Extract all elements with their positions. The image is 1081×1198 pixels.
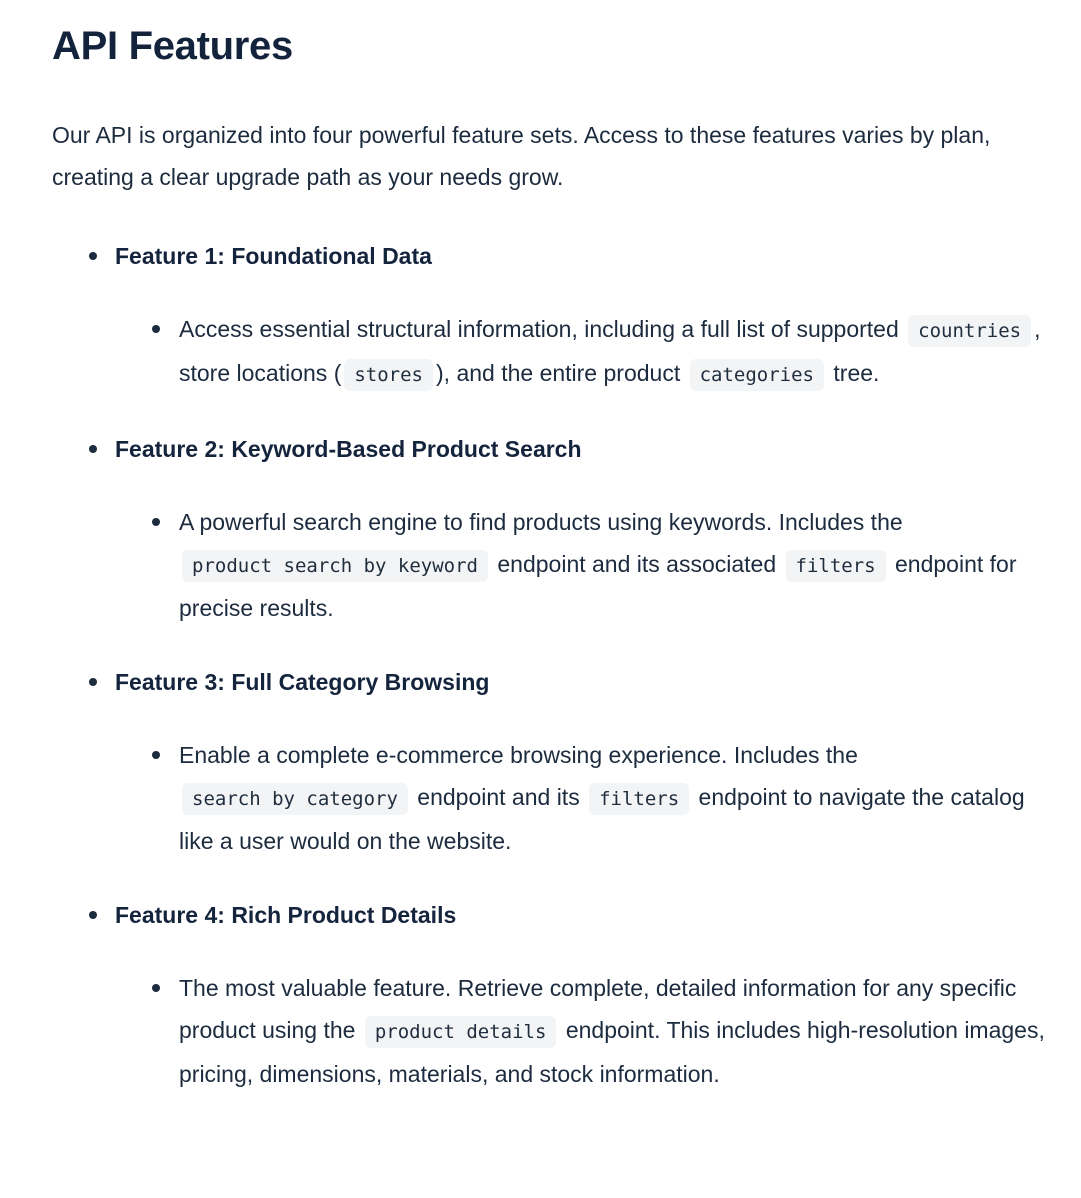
inline-code: stores: [344, 359, 433, 391]
inline-code: categories: [690, 359, 824, 391]
feature-description-text: Enable a complete e-commerce browsing experience. Includes the: [179, 742, 858, 768]
feature-description-text: endpoint and its: [410, 784, 587, 810]
feature-item-1: [52, 235, 1053, 396]
feature-detail-item: [115, 967, 1053, 1095]
feature-description-text: A powerful search engine to find products using keywords. Includes the: [179, 509, 903, 535]
feature-detail-item: [115, 734, 1053, 862]
bullet-icon: [152, 984, 160, 992]
bullet-icon: [152, 751, 160, 759]
feature-description-text: The most valuable feature. Retrieve complete, detailed information for any specific product using the: [179, 975, 1017, 1043]
feature-description-text: endpoint to navigate the catalog like a user would on the website.: [179, 784, 1025, 854]
feature-title: Feature 1: Foundational Data: [115, 243, 432, 269]
feature-title: Feature 2: Keyword-Based Product Search: [115, 436, 582, 462]
inline-code: search by category: [182, 783, 408, 815]
feature-description-text: , store locations (: [179, 316, 1041, 386]
intro-paragraph: Our API is organized into four powerful feature sets. Access to these features varies by plan, creating a clear upgrade path as your needs grow.: [52, 122, 991, 190]
inline-code: countries: [908, 315, 1031, 347]
feature-title: Feature 3: Full Category Browsing: [115, 669, 490, 695]
bullet-icon: [89, 911, 97, 919]
feature-description-text: endpoint for precise results.: [179, 551, 1017, 621]
bullet-icon: [89, 678, 97, 686]
feature-item-2: [52, 428, 1053, 629]
inline-code: product details: [365, 1016, 557, 1048]
inline-code: filters: [786, 550, 886, 582]
feature-item-4: [52, 894, 1053, 1095]
feature-description-text: Access essential structural information, including a full list of supported: [179, 316, 906, 342]
bullet-icon: [89, 445, 97, 453]
feature-detail-item: [115, 501, 1053, 629]
feature-item-3: [52, 661, 1053, 862]
inline-code: filters: [589, 783, 689, 815]
feature-detail-list: [115, 308, 1053, 396]
feature-detail-list: [115, 967, 1053, 1095]
bullet-icon: [152, 518, 160, 526]
feature-list: [52, 235, 1053, 1095]
feature-detail-list: [115, 501, 1053, 629]
bullet-icon: [152, 325, 160, 333]
feature-description-text: tree.: [827, 360, 880, 386]
feature-title: Feature 4: Rich Product Details: [115, 902, 457, 928]
feature-detail-item: [115, 308, 1053, 396]
bullet-icon: [89, 252, 97, 260]
page-title: API Features: [52, 24, 293, 68]
feature-detail-list: [115, 734, 1053, 862]
feature-description-text: endpoint. This includes high-resolution images, pricing, dimensions, materials, and stock information.: [179, 1017, 1045, 1087]
feature-description-text: ), and the entire product: [436, 360, 687, 386]
inline-code: product search by keyword: [182, 550, 488, 582]
feature-description-text: endpoint and its associated: [490, 551, 783, 577]
